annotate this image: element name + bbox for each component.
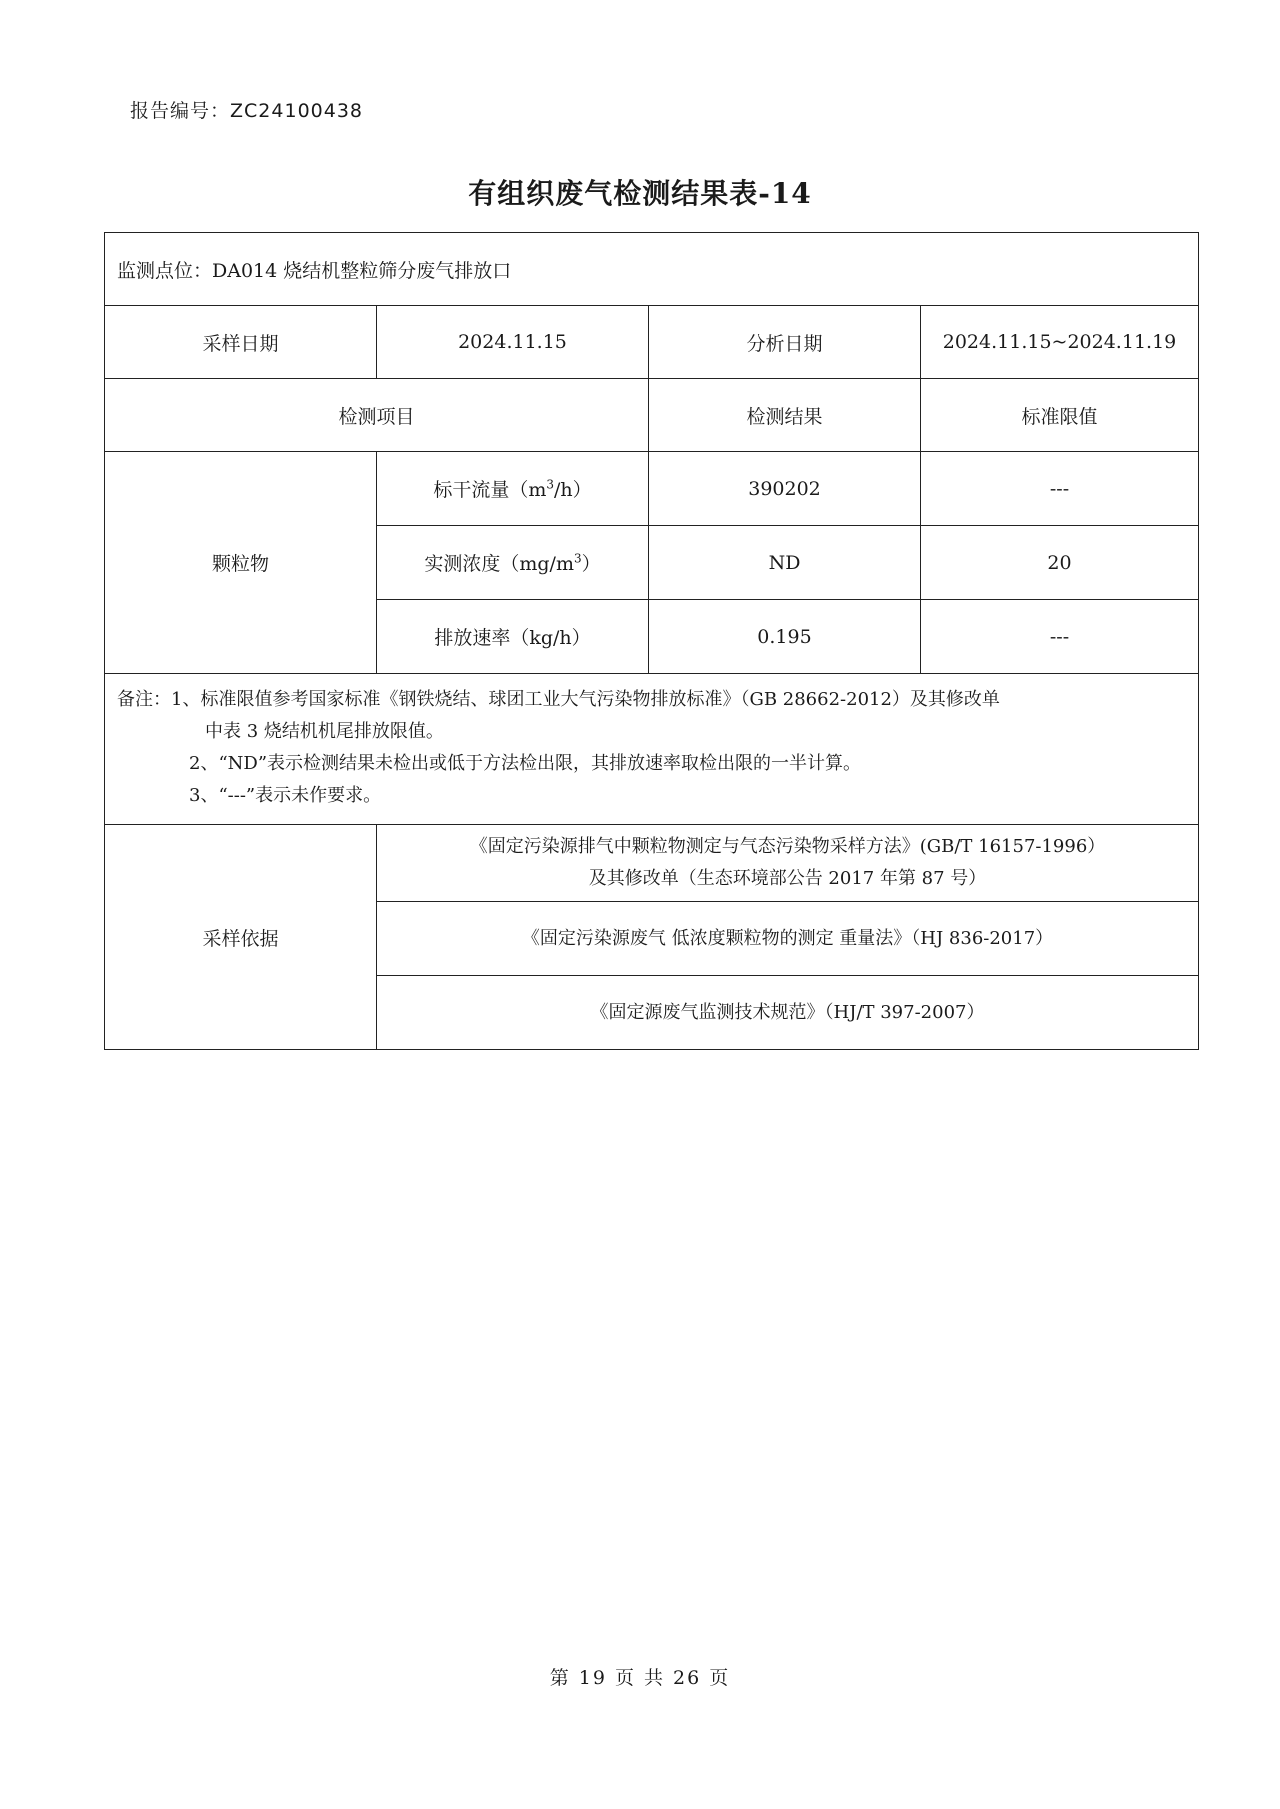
sampling-date-value: 2024.11.15 — [377, 306, 649, 379]
table-row-item: 排放速率（kg/h） — [377, 600, 649, 674]
analysis-date-value: 2024.11.15~2024.11.19 — [921, 306, 1199, 379]
table-row-item: 实测浓度$(mg/m^3)$ — [377, 526, 649, 600]
table-row-result: 390202 — [649, 452, 921, 526]
note-line-3: 3、“---”表示未作要求。 — [189, 785, 382, 806]
table-row-item: 标干流量$(m^3/h)$ — [377, 452, 649, 526]
page-number: 第 19 页 共 26 页 — [549, 1667, 731, 1689]
pollutant-name: 颗粒物 — [105, 452, 377, 674]
table-row-limit: --- — [921, 452, 1199, 526]
report-number — [130, 96, 363, 123]
table-row-result: 0.195 — [649, 600, 921, 674]
table-row-limit: 20 — [921, 526, 1199, 600]
report-number-value: ZC24100438 — [230, 100, 364, 122]
col-header-result: 检测结果 — [649, 379, 921, 452]
sampling-date-label: 采样日期 — [105, 306, 377, 379]
basis-item-2: 《固定污染源废气 低浓度颗粒物的测定 重量法》（HJ 836-2017） — [377, 902, 1199, 976]
basis-item-3: 《固定源废气监测技术规范》（HJ/T 397-2007） — [377, 976, 1199, 1050]
analysis-date-label: 分析日期 — [649, 306, 921, 379]
note-line-1: 备注：1、标准限值参考国家标准《钢铁烧结、球团工业大气污染物排放标准》（GB 28662-2012）及其修改单 — [117, 689, 1000, 710]
table-row-limit: --- — [921, 600, 1199, 674]
result-table — [104, 232, 1199, 1050]
table-row-result: ND — [649, 526, 921, 600]
notes — [105, 674, 1199, 825]
page-title: 有组织废气检测结果表-14 — [468, 177, 812, 210]
col-header-item: 检测项目 — [105, 379, 649, 452]
report-number-label: 报告编号： — [130, 100, 231, 122]
basis-item-1: 《固定污染源排气中颗粒物测定与气态污染物采样方法》(GB/T 16157-1996） 及其修改单（生态环境部公告 2017 年第 87 号） — [377, 825, 1199, 902]
monitor-point: 监测点位：DA014 烧结机整粒筛分废气排放口 — [105, 233, 1199, 306]
note-line-1b: 中表 3 烧结机机尾排放限值。 — [205, 721, 444, 742]
note-line-2: 2、“ND”表示检测结果未检出或低于方法检出限，其排放速率取检出限的一半计算。 — [189, 753, 862, 774]
col-header-limit: 标准限值 — [921, 379, 1199, 452]
basis-label: 采样依据 — [105, 825, 377, 1050]
